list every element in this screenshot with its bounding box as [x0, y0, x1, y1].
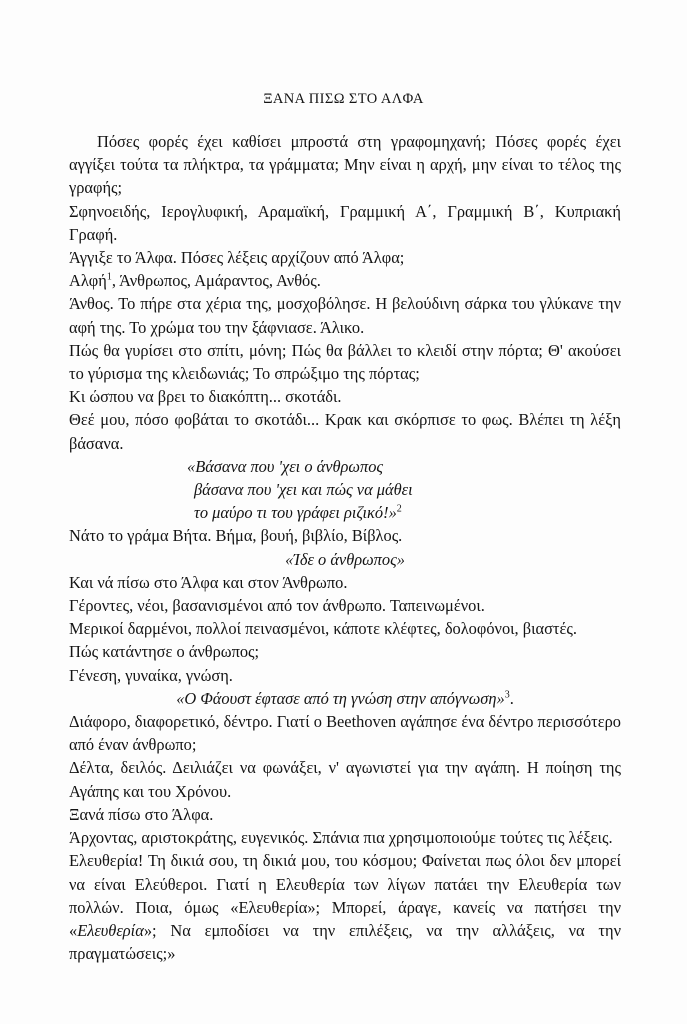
- paragraph: Δέλτα, δειλός. Δειλιάζει να φωνάξει, ν' αγωνιστεί για την αγάπη. Η ποίηση της Αγάπης και του Χρόνου.: [69, 758, 621, 801]
- paragraph: Γέροντες, νέοι, βασανισμένοι από τον άνθρωπο. Ταπεινωμένοι.: [69, 596, 485, 616]
- page-title: ΞΑΝΑ ΠΙΣΩ ΣΤΟ ΑΛΦΑ: [263, 91, 424, 107]
- paragraph: Άγγιξε το Άλφα. Πόσες λέξεις αρχίζουν από Άλφα;: [69, 248, 405, 268]
- paragraph: Θεέ μου, πόσο φοβάται το σκοτάδι... Κρακ και σκόρπισε το φως. Βλέπει τη λέξη βάσανα.: [69, 410, 621, 453]
- paragraph: [69, 849, 621, 965]
- paragraph-text: »; Να εμποδίσει να την επιλέξεις, να την αλλάξεις, να την πραγματώσεις;»: [69, 920, 621, 964]
- quote-faust-line: [69, 687, 621, 710]
- verse-line: «Βάσανα που 'χει ο άνθρωπος: [187, 456, 384, 476]
- paragraph: Διάφορο, διαφορετικό, δέντρο. Γιατί ο Beethoven αγάπησε ένα δέντρο περισσότερο από έναν άνθρωπο;: [69, 712, 621, 755]
- verse-text: το μαύρο τι του γράφει ριζικό!»: [194, 503, 397, 523]
- period: .: [509, 688, 514, 708]
- paragraph-text: Ελευθερία! Τη δικιά σου, τη δικιά μου, του κόσμου; Φαίνεται πως όλοι δεν μπορεί να είναι Ελεύθεροι. Γιατί η Ελευθερία των λίγων πατάει την Ελευθερία των πολλών. Ποια, όμως «Ελευθερία»; Μπορεί, άραγε, κανείς να πατήσει την «: [69, 851, 621, 940]
- footnote-marker: 3: [504, 689, 510, 701]
- paragraph: Μερικοί δαρμένοι, πολλοί πεινασμένοι, κάποτε κλέφτες, δολοφόνοι, βιαστές.: [69, 619, 577, 639]
- paragraph: Ξανά πίσω στο Άλφα.: [69, 804, 214, 824]
- footnote-marker: 1: [106, 271, 112, 283]
- paragraph: Πώς θα γυρίσει στο σπίτι, μόνη; Πώς θα βάλλει το κλειδί στην πόρτα; Θ' ακούσει το γύρισμα της κλειδωνιάς; Το σπρώξιμο της πόρτας;: [69, 340, 621, 384]
- paragraph: Άνθος. Το πήρε στα χέρια της, μοσχοβόλησε. Η βελούδινη σάρκα του γλύκανε την αφή της. Το χρώμα του την ξάφνιασε. Άλικο.: [69, 294, 621, 337]
- word-alfi: Αλφή: [69, 271, 107, 291]
- paragraph-text: , Άνθρωπος, Αμάραντος, Ανθός.: [111, 271, 321, 291]
- paragraph: Σφηνοειδής, Ιερογλυφική, Αραμαϊκή, Γραμμική Α΄, Γραμμική Β΄, Κυπριακή Γραφή.: [69, 201, 621, 244]
- footnote-marker: 2: [396, 503, 402, 515]
- verse-line: [69, 501, 621, 524]
- paragraph: Και νά πίσω στο Άλφα και στον Άνθρωπο.: [69, 572, 348, 592]
- paragraph: Νάτο το γράμα Βήτα. Βήμα, βουή, βιβλίο, Βίβλος.: [69, 526, 403, 546]
- paragraph: Γένεση, γυναίκα, γνώση.: [69, 665, 233, 685]
- paragraph: Πόσες φορές έχει καθίσει μπροστά στη γραφομηχανή; Πόσες φορές έχει αγγίξει τούτα τα πλήκτρα, τα γράμματα; Μην είναι η αρχή, μην είναι το τέλος της γραφής;: [69, 132, 621, 198]
- paragraph: Άρχοντας, αριστοκράτης, ευγενικός. Σπάνια πια χρησιμοποιούμε τούτες τις λέξεις.: [69, 828, 613, 848]
- word-eleftheria: Ελευθερία: [77, 920, 144, 940]
- quote-faust: «Ο Φάουστ έφτασε από τη γνώση στην απόγνωση»: [176, 688, 505, 708]
- document-body: [69, 130, 621, 965]
- paragraph: [69, 269, 621, 292]
- quote-ide: «Ίδε ο άνθρωπος»: [285, 549, 405, 569]
- verse-line: βάσανα που 'χει και πώς να μάθει: [194, 480, 413, 500]
- paragraph: Πώς κατάντησε ο άνθρωπος;: [69, 642, 260, 662]
- paragraph: Κι ώσπου να βρει το διακόπτη... σκοτάδι.: [69, 387, 342, 407]
